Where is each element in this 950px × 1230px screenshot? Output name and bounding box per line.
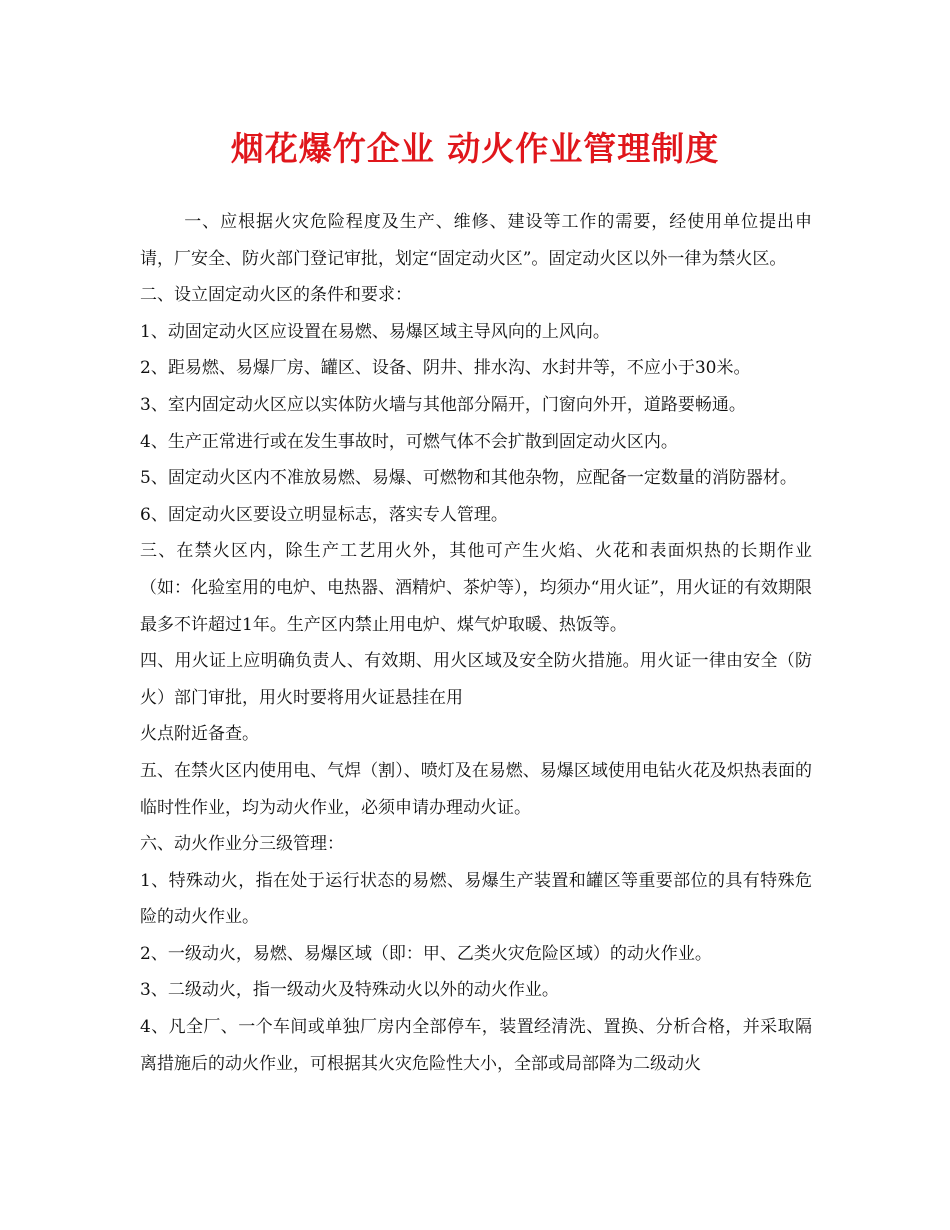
document-body [140,204,812,1082]
paragraph-item-2-1: 1、动固定动火区应设置在易燃、易爆区域主导风向的上风向。 [140,321,610,342]
paragraph-section-3: 三、在禁火区内，除生产工艺用火外，其他可产生火焰、火花和表面炽热的长期作业（如：化验室用的电炉、电热器、酒精炉、茶炉等），均须办“用火证”，用火证的有效期限最多不许超过1年。生产区内禁止用电炉、煤气炉取暖、热饭等。 [140,541,812,635]
paragraph-section-2-heading: 二、设立固定动火区的条件和要求： [140,285,412,306]
paragraph-section-6-heading: 六、动火作业分三级管理： [140,834,344,855]
paragraph-item-2-4: 4、生产正常进行或在发生事故时，可燃气体不会扩散到固定动火区内。 [140,431,678,452]
paragraph-section-5: 五、在禁火区内使用电、气焊（割）、喷灯及在易燃、易爆区域使用电钻火花及炽热表面的临时性作业，均为动火作业，必须申请办理动火证。 [140,760,812,818]
paragraph-section-4: 四、用火证上应明确负责人、有效期、用火区域及安全防火措施。用火证一律由安全（防火）部门审批，用火时要将用火证悬挂在用 [140,651,812,708]
paragraph-item-2-6: 6、固定动火区要设立明显标志，落实专人管理。 [140,504,508,525]
paragraph-item-6-4: 4、凡全厂、一个车间或单独厂房内全部停车，装置经清洗、置换、分析合格，并采取隔离措施后的动火作业，可根据其火灾危险性大小，全部或局部降为二级动火 [140,1017,812,1074]
paragraph-item-6-3: 3、二级动火，指一级动火及特殊动火以外的动火作业。 [140,980,559,1001]
paragraph-section-1: 一、应根据火灾危险程度及生产、维修、建设等工作的需要，经使用单位提出申请，厂安全、防火部门登记审批，划定“固定动火区”。固定动火区以外一律为禁火区。 [140,212,812,269]
paragraph-item-6-1: 1、特殊动火，指在处于运行状态的易燃、易爆生产装置和罐区等重要部位的具有特殊危险的动火作业。 [140,870,812,928]
document-title: 烟花爆竹企业 动火作业管理制度 [230,129,720,168]
paragraph-item-2-2: 2、距易燃、易爆厂房、罐区、设备、阴井、排水沟、水封井等，不应小于30米。 [140,358,751,379]
paragraph-item-6-2: 2、一级动火，易燃、易爆区域（即：甲、乙类火灾危险区域）的动火作业。 [140,943,712,964]
paragraph-item-2-5: 5、固定动火区内不准放易燃、易爆、可燃物和其他杂物，应配备一定数量的消防器材。 [140,468,797,489]
paragraph-item-2-3: 3、室内固定动火区应以实体防火墙与其他部分隔开，门窗向外开，道路要畅通。 [140,394,746,415]
paragraph-section-4-continued: 火点附近备查。 [140,724,259,745]
